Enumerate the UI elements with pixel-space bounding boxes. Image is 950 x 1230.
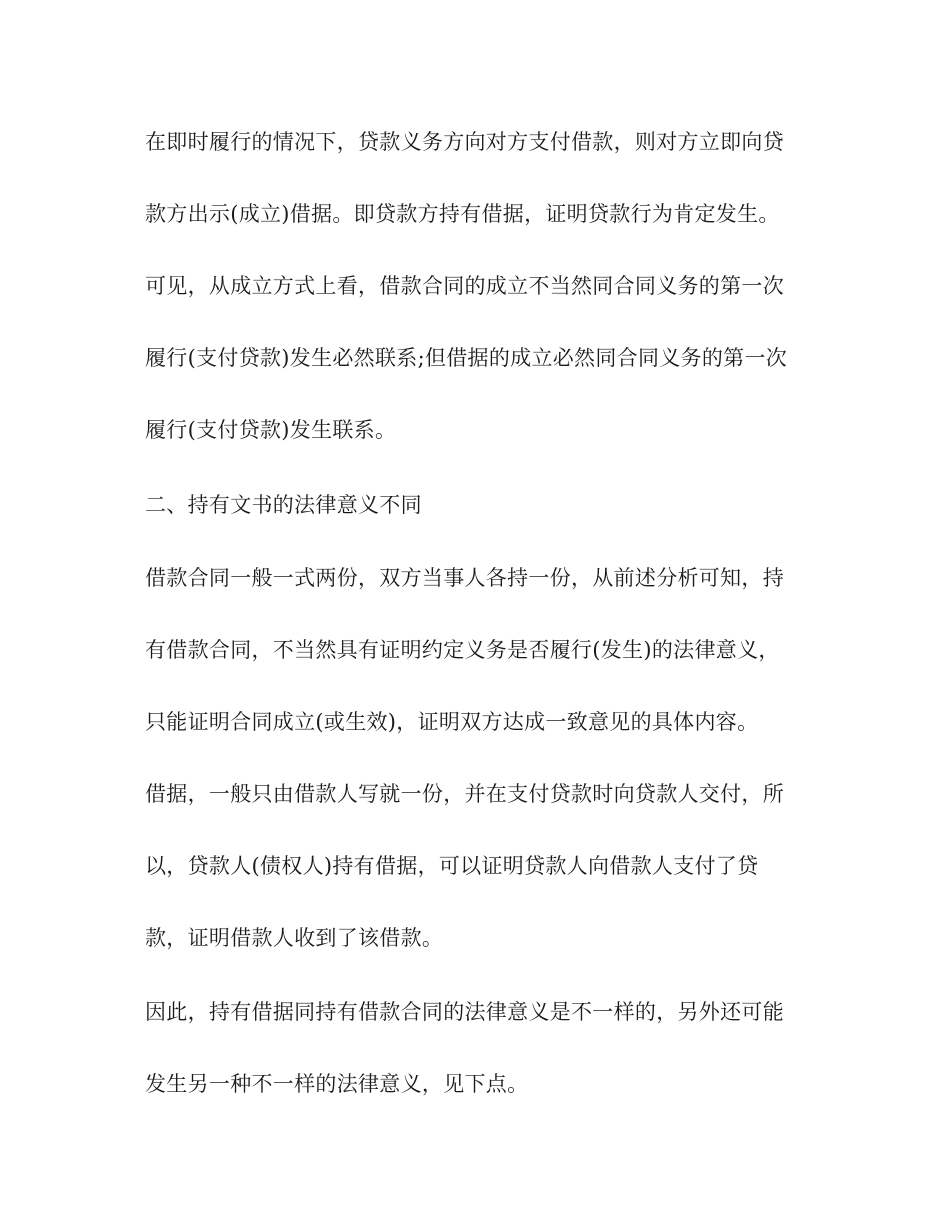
paragraph-line: 有借款合同，不当然具有证明约定义务是否履行(发生)的法律意义， [145, 638, 780, 662]
paragraph-line: 只能证明合同成立(或生效)，证明双方达成一致意见的具体内容。 [145, 710, 759, 734]
paragraph-line: 在即时履行的情况下，贷款义务方向对方支付借款，则对方立即向贷 [145, 130, 784, 154]
paragraph-line: 履行(支付贷款)发生必然联系;但借据的成立必然同合同义务的第一次 [145, 346, 788, 370]
paragraph-line: 可见，从成立方式上看，借款合同的成立不当然同合同义务的第一次 [145, 274, 784, 298]
paragraph-line: 款方出示(成立)借据。即贷款方持有借据，证明贷款行为肯定发生。 [145, 202, 780, 226]
paragraph-line: 借据，一般只由借款人写就一份，并在支付贷款时向贷款人交付，所 [145, 782, 784, 806]
paragraph-line: 借款合同一般一式两份，双方当事人各持一份，从前述分析可知，持 [145, 566, 784, 590]
paragraph-line: 履行(支付贷款)发生联系。 [145, 418, 397, 442]
paragraph-line: 以，贷款人(债权人)持有借据，可以证明贷款人向借款人支付了贷 [145, 854, 759, 878]
section-heading: 二、持有文书的法律意义不同 [145, 493, 422, 517]
paragraph-line: 因此，持有借据同持有借款合同的法律意义是不一样的，另外还可能 [145, 1000, 784, 1024]
paragraph-line: 发生另一种不一样的法律意义，见下点。 [145, 1072, 529, 1096]
paragraph-line: 款，证明借款人收到了该借款。 [145, 926, 444, 950]
